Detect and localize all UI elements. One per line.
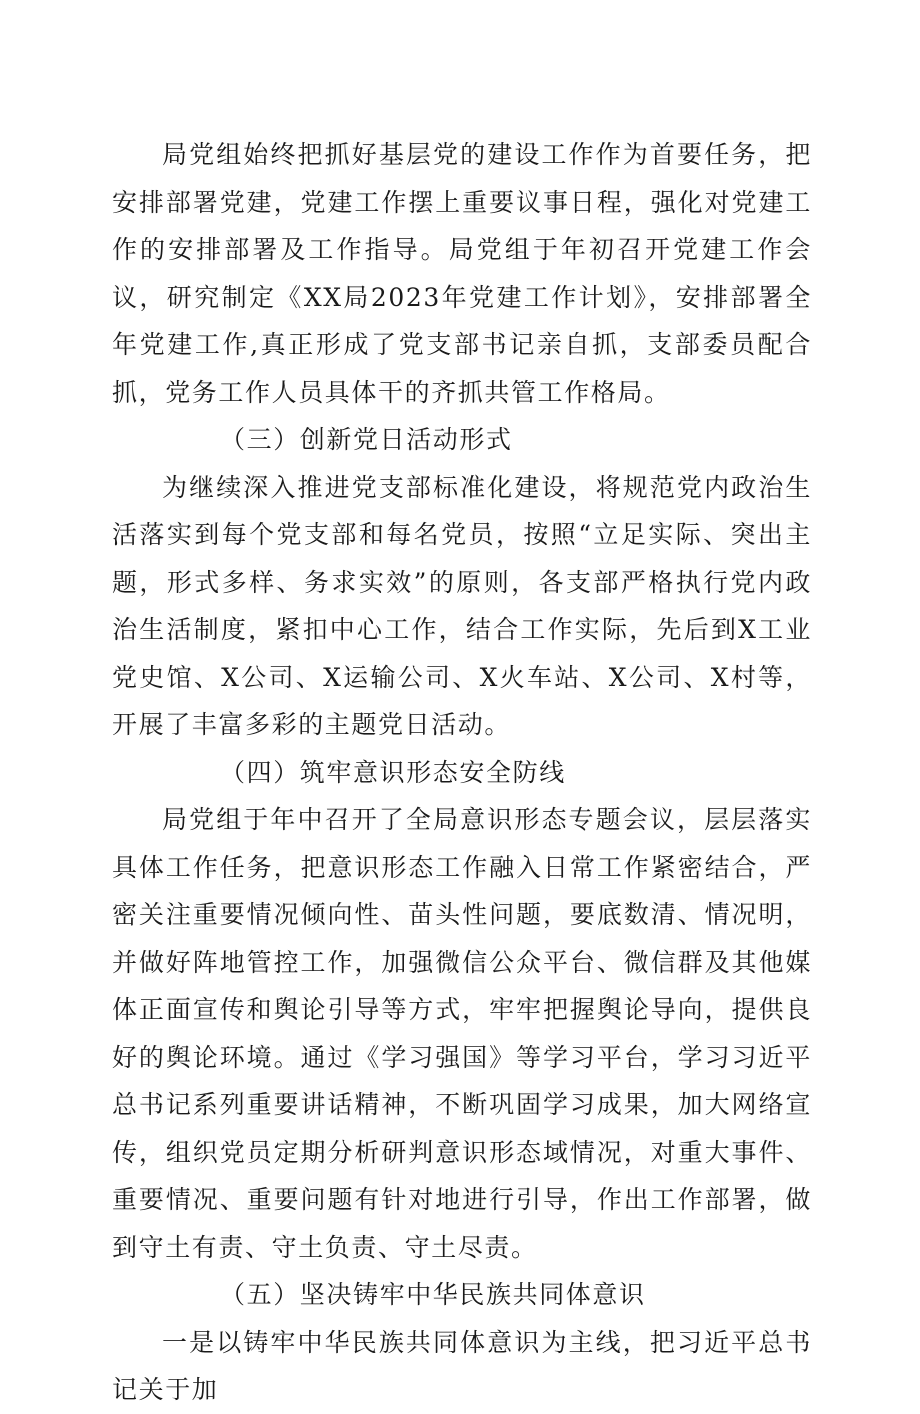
body-paragraph-party-day: 为继续深入推进党支部标准化建设，将规范党内政治生活落实到每个党支部和每名党员，按照“立足实际、突出主题，形式多样、务求实效”的原则，各支部严格执行党内政治生活制度，紧扣中心工作，结合工作实际，先后到X工业党史馆、X公司、X运输公司、X火车站、X公司、X村等，开展了丰富多彩的主题党日活动。 bbox=[112, 472, 812, 739]
section-heading-4 bbox=[112, 749, 812, 797]
section-heading-3 bbox=[112, 416, 812, 464]
section-heading-4-text: （四）筑牢意识形态安全防线 bbox=[220, 757, 566, 787]
section-heading-3-text: （三）创新党日活动形式 bbox=[220, 425, 513, 454]
body-paragraph-ideology: 局党组于年中召开了全局意识形态专题会议，层层落实具体工作任务，把意识形态工作融入日常工作紧密结合，严密关注重要情况倾向性、苗头性问题，要底数清、情况明，并做好阵地管控工作，加强微信公众平台、微信群及其他媒体正面宣传和舆论引导等方式，牢牢把握舆论导向，提供良好的舆论环境。通过《学习强国》等学习平台，学习习近平总书记系列重要讲话精神，不断巩固学习成果，加大网络宣传，组织党员定期分析研判意识形态域情况，对重大事件、重要情况、重要问题有针对地进行引导，作出工作部署，做到守土有责、守土负责、守土尽责。 bbox=[112, 805, 812, 1262]
section-heading-5-text: （五）坚决铸牢中华民族共同体意识 bbox=[220, 1280, 646, 1309]
body-paragraph-party-building: 局党组始终把抓好基层党的建设工作作为首要任务，把安排部署党建，党建工作摆上重要议事日程，强化对党建工作的安排部署及工作指导。局党组于年初召开党建工作会议，研究制定《XX局2023年党建工作计划》，安排部署全年党建工作,真正形成了党支部书记亲自抓，支部委员配合抓，党务工作人员具体干的齐抓共管工作格局。 bbox=[112, 140, 812, 407]
section-heading-5 bbox=[112, 1271, 812, 1319]
body-paragraph-national-unity: 一是以铸牢中华民族共同体意识为主线，把习近平总书记关于加 bbox=[112, 1327, 812, 1404]
document-body bbox=[112, 131, 812, 1414]
